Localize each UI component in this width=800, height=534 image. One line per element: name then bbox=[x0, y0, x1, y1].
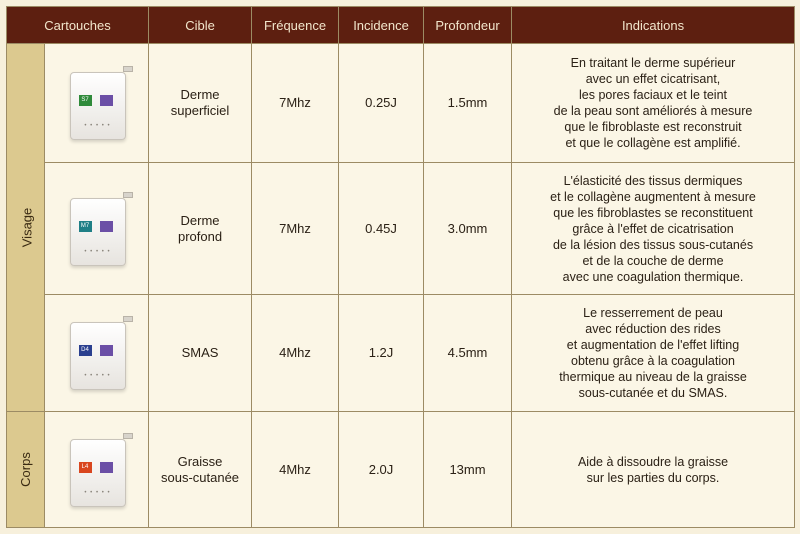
cartridge-code: L4 bbox=[79, 462, 92, 473]
frequence-cell: 4Mhz bbox=[252, 295, 339, 412]
header-cible: Cible bbox=[149, 7, 252, 44]
cartridge-image: L4 • • • • • bbox=[66, 433, 128, 507]
cartridge-code: D4 bbox=[79, 345, 92, 356]
indications-cell: En traitant le derme supérieur avec un effet cicatrisant, les pores faciaux et le teint de la peau sont améliorés à mesure que le fibroblaste est reconstruit et que le collagène est amplifié. bbox=[512, 44, 795, 163]
cartridge-cell bbox=[45, 163, 149, 295]
frequence-cell: 7Mhz bbox=[252, 44, 339, 163]
cartridge-cell bbox=[45, 44, 149, 163]
incidence-cell: 0.25J bbox=[339, 44, 424, 163]
group-label-visage: Visage bbox=[7, 44, 45, 412]
cartridge-image: M7 • • • • • bbox=[66, 192, 128, 266]
incidence-cell: 1.2J bbox=[339, 295, 424, 412]
cartridge-image: S7 • • • • • bbox=[66, 66, 128, 140]
profondeur-cell: 3.0mm bbox=[424, 163, 512, 295]
header-row bbox=[7, 7, 795, 44]
cible-cell: Derme superficiel bbox=[149, 44, 252, 163]
header-profondeur: Profondeur bbox=[424, 7, 512, 44]
table-row bbox=[7, 412, 795, 528]
indications-cell: Le resserrement de peau avec réduction des rides et augmentation de l'effet lifting obtenu grâce à la coagulation thermique au niveau de la graisse sous-cutanée et du SMAS. bbox=[512, 295, 795, 412]
cartridge-cell bbox=[45, 295, 149, 412]
indications-cell: L'élasticité des tissus dermiques et le collagène augmentent à mesure que les fibroblastes se reconstituent grâce à l'effet de cicatrisation de la lésion des tissus sous-cutanés et de la couche de derme avec une coagulation thermique. bbox=[512, 163, 795, 295]
table-row bbox=[7, 163, 795, 295]
cartridge-code: S7 bbox=[79, 95, 92, 106]
profondeur-cell: 4.5mm bbox=[424, 295, 512, 412]
cartridge-code: M7 bbox=[79, 221, 92, 232]
cible-cell: Derme profond bbox=[149, 163, 252, 295]
treatment-table-frame bbox=[6, 6, 794, 528]
cible-cell: Graisse sous-cutanée bbox=[149, 412, 252, 528]
profondeur-cell: 1.5mm bbox=[424, 44, 512, 163]
header-indications: Indications bbox=[512, 7, 795, 44]
header-cartouches: Cartouches bbox=[7, 7, 149, 44]
table-row bbox=[7, 295, 795, 412]
table-row bbox=[7, 44, 795, 163]
cartridge-table bbox=[6, 6, 795, 528]
incidence-cell: 0.45J bbox=[339, 163, 424, 295]
cartridge-cell bbox=[45, 412, 149, 528]
incidence-cell: 2.0J bbox=[339, 412, 424, 528]
cible-cell: SMAS bbox=[149, 295, 252, 412]
header-frequence: Fréquence bbox=[252, 7, 339, 44]
indications-cell: Aide à dissoudre la graisse sur les parties du corps. bbox=[512, 412, 795, 528]
group-label-corps: Corps bbox=[7, 412, 45, 528]
profondeur-cell: 13mm bbox=[424, 412, 512, 528]
frequence-cell: 7Mhz bbox=[252, 163, 339, 295]
frequence-cell: 4Mhz bbox=[252, 412, 339, 528]
header-incidence: Incidence bbox=[339, 7, 424, 44]
cartridge-image: D4 • • • • • bbox=[66, 316, 128, 390]
